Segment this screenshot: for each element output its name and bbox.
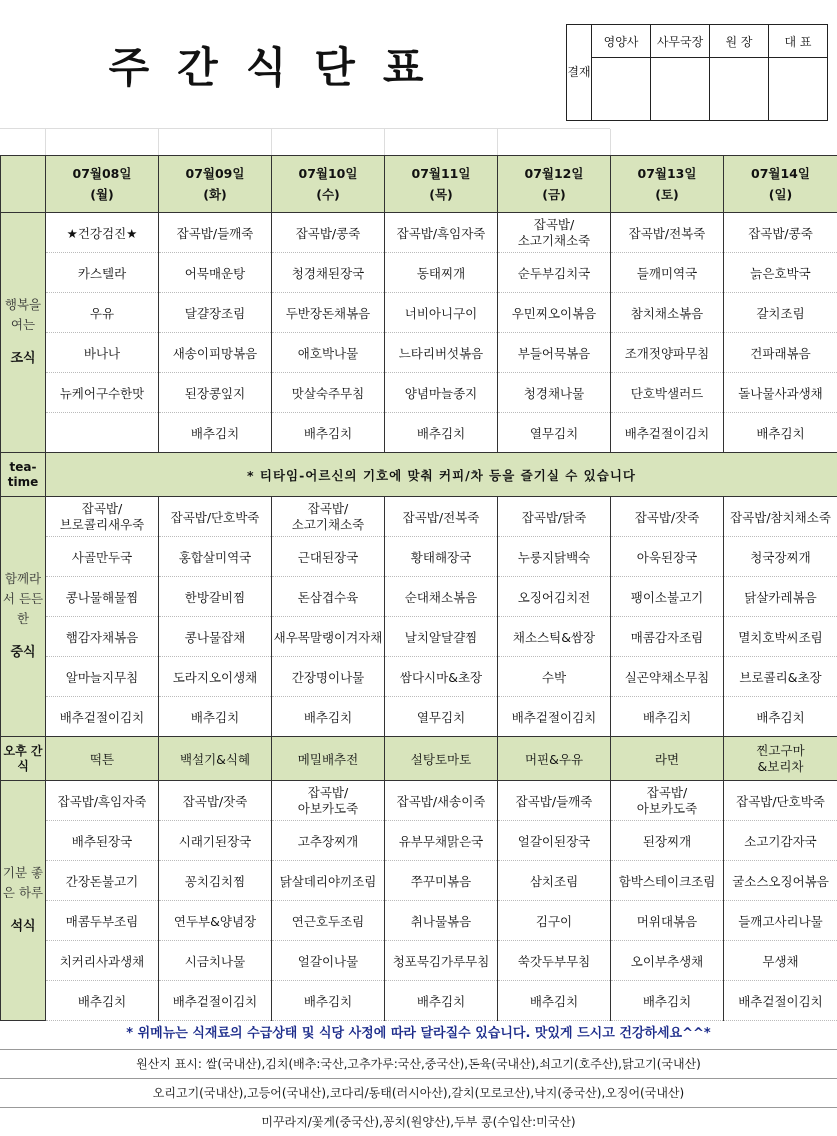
dinner-row: [1, 981, 837, 1021]
approval-role-director: 원 장: [710, 25, 769, 58]
menu-item: 돌나물사과생채: [724, 373, 837, 413]
menu-item: 배추겉절이김치: [498, 697, 611, 737]
date-header-row: [1, 156, 837, 213]
menu-item: 연두부&양념장: [159, 901, 272, 941]
tea-time-row: [1, 453, 837, 497]
menu-item: 배추겉절이김치: [611, 413, 724, 453]
breakfast-side-label: [1, 213, 46, 453]
approval-label: 결재: [567, 25, 592, 121]
menu-item: 배추김치: [611, 697, 724, 737]
lunch-row: [1, 537, 837, 577]
weekday-label: (금): [542, 187, 566, 202]
weekly-menu-table: [0, 155, 837, 1021]
menu-item: 잡곡밥/콩죽: [724, 213, 837, 253]
menu-item: 배추김치: [272, 413, 385, 453]
breakfast-row: [1, 333, 837, 373]
weekday-label: (일): [769, 187, 793, 202]
snack-label: 오후 간식: [1, 737, 46, 781]
menu-item: 청경채된장국: [272, 253, 385, 293]
menu-item: 잡곡밥/ 아보카도죽: [611, 781, 724, 821]
menu-item: 얼갈이된장국: [498, 821, 611, 861]
dinner-row: [1, 781, 837, 821]
weekday-label: (월): [90, 187, 114, 202]
menu-item: 잡곡밥/참치채소죽: [724, 497, 837, 537]
menu-item: 시래기된장국: [159, 821, 272, 861]
lunch-side-label: [1, 497, 46, 737]
menu-item: 양념마늘종지: [385, 373, 498, 413]
lunch-row: [1, 617, 837, 657]
menu-item: 닭살카레볶음: [724, 577, 837, 617]
menu-item: 건파래볶음: [724, 333, 837, 373]
menu-item: 배추김치: [385, 981, 498, 1021]
menu-item: 잡곡밥/전복죽: [385, 497, 498, 537]
menu-item: 들깨미역국: [611, 253, 724, 293]
menu-item: 배추겉절이김치: [724, 981, 837, 1021]
menu-item: 연근호두조림: [272, 901, 385, 941]
weekday-label: (화): [203, 187, 227, 202]
menu-item: 매콤감자조림: [611, 617, 724, 657]
menu-item: 새송이피망볶음: [159, 333, 272, 373]
menu-item: 잡곡밥/새송이죽: [385, 781, 498, 821]
menu-item: 순두부김치국: [498, 253, 611, 293]
date-label: 07월14일: [751, 166, 810, 181]
section-caption: 행복을 여는: [5, 297, 41, 332]
menu-item: 배추겉절이김치: [46, 697, 159, 737]
menu-item: 오징어김치전: [498, 577, 611, 617]
dinner-row: [1, 941, 837, 981]
menu-item: 바나나: [46, 333, 159, 373]
menu-item: 새우목말랭이겨자채: [272, 617, 385, 657]
snack-item: 찐고구마 &보리차: [724, 737, 837, 781]
menu-item: 늙은호박국: [724, 253, 837, 293]
menu-item: 팽이소불고기: [611, 577, 724, 617]
menu-item: 배추김치: [46, 981, 159, 1021]
lunch-row: [1, 697, 837, 737]
date-label: 07월08일: [73, 166, 132, 181]
menu-item: 배추김치: [159, 413, 272, 453]
menu-item: 김구이: [498, 901, 611, 941]
menu-item: 잡곡밥/단호박죽: [724, 781, 837, 821]
snack-item: 설탕토마토: [385, 737, 498, 781]
menu-item: 닭살데리야끼조림: [272, 861, 385, 901]
menu-item: 잡곡밥/단호박죽: [159, 497, 272, 537]
dinner-row: [1, 901, 837, 941]
tea-time-message: * 티타임-어르신의 기호에 맞춰 커피/차 등을 즐기실 수 있습니다: [46, 453, 837, 497]
menu-item: 잡곡밥/들깨죽: [498, 781, 611, 821]
snack-item: 머핀&우유: [498, 737, 611, 781]
menu-item: 동태찌개: [385, 253, 498, 293]
menu-item: 맛살숙주무침: [272, 373, 385, 413]
menu-item: 황태해장국: [385, 537, 498, 577]
menu-item: 우유: [46, 293, 159, 333]
date-label: 07월13일: [638, 166, 697, 181]
date-header-cell: [498, 156, 611, 213]
breakfast-row: [1, 413, 837, 453]
menu-item: 고추장찌개: [272, 821, 385, 861]
menu-item: 배추된장국: [46, 821, 159, 861]
snack-item: 떡튼: [46, 737, 159, 781]
menu-item: 잡곡밥/전복죽: [611, 213, 724, 253]
menu-item: 잡곡밥/ 브로콜리새우죽: [46, 497, 159, 537]
menu-item: 참치채소볶음: [611, 293, 724, 333]
menu-item: 배추김치: [498, 981, 611, 1021]
spreadsheet-gridlines: [0, 128, 610, 157]
dinner-side-label: [1, 781, 46, 1021]
origin-line: 미꾸라지/꽃게(중국산),꽁치(원양산),두부 콩(수입산:미국산): [0, 1108, 837, 1136]
breakfast-row: [1, 373, 837, 413]
breakfast-row: [1, 213, 837, 253]
meal-name: 석식: [1, 917, 45, 938]
menu-item: 콩나물잡채: [159, 617, 272, 657]
menu-item: 한방갈비찜: [159, 577, 272, 617]
approval-role-office-manager: 사무국장: [651, 25, 710, 58]
menu-item: ★건강검진★: [46, 213, 159, 253]
menu-item: 들깨고사리나물: [724, 901, 837, 941]
menu-item: 쭈꾸미볶음: [385, 861, 498, 901]
date-label: 07월09일: [186, 166, 245, 181]
menu-item: 부들어묵볶음: [498, 333, 611, 373]
menu-item: 청포묵김가루무침: [385, 941, 498, 981]
menu-item: 잡곡밥/ 소고기채소죽: [498, 213, 611, 253]
menu-item: 배추김치: [272, 981, 385, 1021]
menu-item: 취나물볶음: [385, 901, 498, 941]
footer: [0, 1019, 837, 1135]
menu-item: 배추김치: [611, 981, 724, 1021]
menu-item: 배추김치: [159, 697, 272, 737]
menu-item: 뉴케어구수한맛: [46, 373, 159, 413]
menu-item: 유부무채맑은국: [385, 821, 498, 861]
menu-item: 브로콜리&초장: [724, 657, 837, 697]
menu-item: 날치알달걀찜: [385, 617, 498, 657]
menu-item: 알마늘지무침: [46, 657, 159, 697]
date-header-cell: [159, 156, 272, 213]
date-header-cell: [724, 156, 837, 213]
date-header-cell: [385, 156, 498, 213]
date-header-cell: [46, 156, 159, 213]
lunch-row: [1, 657, 837, 697]
menu-item: 꽁치김치찜: [159, 861, 272, 901]
menu-item: 잡곡밥/흑임자죽: [385, 213, 498, 253]
menu-item: 배추김치: [272, 697, 385, 737]
menu-item: 배추겉절이김치: [159, 981, 272, 1021]
menu-item: 얼갈이나물: [272, 941, 385, 981]
menu-item: 두반장돈채볶음: [272, 293, 385, 333]
menu-item: 우민찌오이볶음: [498, 293, 611, 333]
menu-item: 시금치나물: [159, 941, 272, 981]
section-caption: 함께라서 든든한: [3, 571, 43, 626]
menu-item: 근대된장국: [272, 537, 385, 577]
origin-line: 오리고기(국내산),고등어(국내산),코다리/동태(러시아산),갈치(모로코산),낙지(중국산),오징어(국내산): [0, 1079, 837, 1108]
date-header-cell: [611, 156, 724, 213]
menu-item: 사골만두국: [46, 537, 159, 577]
menu-item: 배추김치: [724, 413, 837, 453]
signature-box: [651, 58, 710, 121]
signature-box: [592, 58, 651, 121]
approval-role-nutritionist: 영양사: [592, 25, 651, 58]
menu-item: 소고기감자국: [724, 821, 837, 861]
menu-item: 애호박나물: [272, 333, 385, 373]
menu-item: 청국장찌개: [724, 537, 837, 577]
menu-item: 어묵매운탕: [159, 253, 272, 293]
menu-item: 카스텔라: [46, 253, 159, 293]
menu-item: 순대채소볶음: [385, 577, 498, 617]
menu-item: 너비아니구이: [385, 293, 498, 333]
menu-item: 단호박샐러드: [611, 373, 724, 413]
menu-item: 돈삼겹수육: [272, 577, 385, 617]
menu-item: 잡곡밥/ 소고기채소죽: [272, 497, 385, 537]
menu-item: 청경채나물: [498, 373, 611, 413]
date-label: 07월10일: [299, 166, 358, 181]
menu-item: 된장찌개: [611, 821, 724, 861]
menu-item: 된장콩잎지: [159, 373, 272, 413]
tea-time-label: tea-time: [1, 453, 46, 497]
menu-item: 달걀장조림: [159, 293, 272, 333]
meal-name: 중식: [1, 643, 45, 664]
menu-item: 실곤약채소무침: [611, 657, 724, 697]
menu-item: 쑥갓두부무침: [498, 941, 611, 981]
menu-item: 굴소스오징어볶음: [724, 861, 837, 901]
menu-item: 간장명이나물: [272, 657, 385, 697]
lunch-row: [1, 497, 837, 537]
menu-item: 머위대볶음: [611, 901, 724, 941]
approval-box: [566, 24, 828, 121]
menu-item: 콩나물해물찜: [46, 577, 159, 617]
menu-item: 열무김치: [385, 697, 498, 737]
menu-item: 열무김치: [498, 413, 611, 453]
weekday-label: (수): [316, 187, 340, 202]
menu-item: 멸치호박씨조림: [724, 617, 837, 657]
menu-item: 잡곡밥/잣죽: [611, 497, 724, 537]
weekday-label: (토): [655, 187, 679, 202]
section-caption: 기분 좋은 하루: [3, 865, 43, 900]
menu-item: 조개젓양파무침: [611, 333, 724, 373]
breakfast-row: [1, 293, 837, 333]
weekday-label: (목): [429, 187, 453, 202]
menu-item: 잡곡밥/ 아보카도죽: [272, 781, 385, 821]
menu-item: 잡곡밥/잣죽: [159, 781, 272, 821]
meal-name: 조식: [1, 349, 45, 370]
menu-item: 누룽지닭백숙: [498, 537, 611, 577]
dinner-row: [1, 861, 837, 901]
menu-item: 무생채: [724, 941, 837, 981]
menu-item: 잡곡밥/콩죽: [272, 213, 385, 253]
menu-item: 쌈다시마&초장: [385, 657, 498, 697]
menu-item: 함박스테이크조림: [611, 861, 724, 901]
snack-item: 백설기&식혜: [159, 737, 272, 781]
menu-item: 갈치조림: [724, 293, 837, 333]
snack-item: 메밀배추전: [272, 737, 385, 781]
notice-text: * 위메뉴는 식재료의 수급상태 및 식당 사정에 따라 달라질수 있습니다. 맛있게 드시고 건강하세요^^*: [0, 1019, 837, 1050]
menu-item: 잡곡밥/들깨죽: [159, 213, 272, 253]
snack-item: 라면: [611, 737, 724, 781]
date-header-cell: [272, 156, 385, 213]
approval-role-ceo: 대 표: [769, 25, 828, 58]
date-label: 07월12일: [525, 166, 584, 181]
menu-item: 홍합살미역국: [159, 537, 272, 577]
menu-item: 간장돈불고기: [46, 861, 159, 901]
menu-item: 잡곡밥/닭죽: [498, 497, 611, 537]
menu-item: 햄감자채볶음: [46, 617, 159, 657]
signature-box: [769, 58, 828, 121]
date-label: 07월11일: [412, 166, 471, 181]
corner-cell: [1, 156, 46, 213]
snack-row: [1, 737, 837, 781]
menu-item: 수박: [498, 657, 611, 697]
menu-item: 삼치조림: [498, 861, 611, 901]
signature-box: [710, 58, 769, 121]
menu-item: 도라지오이생채: [159, 657, 272, 697]
menu-item: 채소스틱&쌈장: [498, 617, 611, 657]
page-title: 주간식단표: [0, 20, 560, 110]
menu-item: 배추김치: [385, 413, 498, 453]
breakfast-row: [1, 253, 837, 293]
dinner-row: [1, 821, 837, 861]
lunch-row: [1, 577, 837, 617]
menu-item: 잡곡밥/흑임자죽: [46, 781, 159, 821]
menu-item: 배추김치: [724, 697, 837, 737]
menu-item: 아욱된장국: [611, 537, 724, 577]
menu-item: 오이부추생채: [611, 941, 724, 981]
menu-item: 매콤두부조림: [46, 901, 159, 941]
origin-line: 원산지 표시: 쌀(국내산),김치(배추:국산,고추가루:국산,중국산),돈육(국내산),쇠고기(호주산),닭고기(국내산): [0, 1050, 837, 1079]
menu-item: 치커리사과생채: [46, 941, 159, 981]
menu-item: 느타리버섯볶음: [385, 333, 498, 373]
menu-item: [46, 413, 159, 453]
